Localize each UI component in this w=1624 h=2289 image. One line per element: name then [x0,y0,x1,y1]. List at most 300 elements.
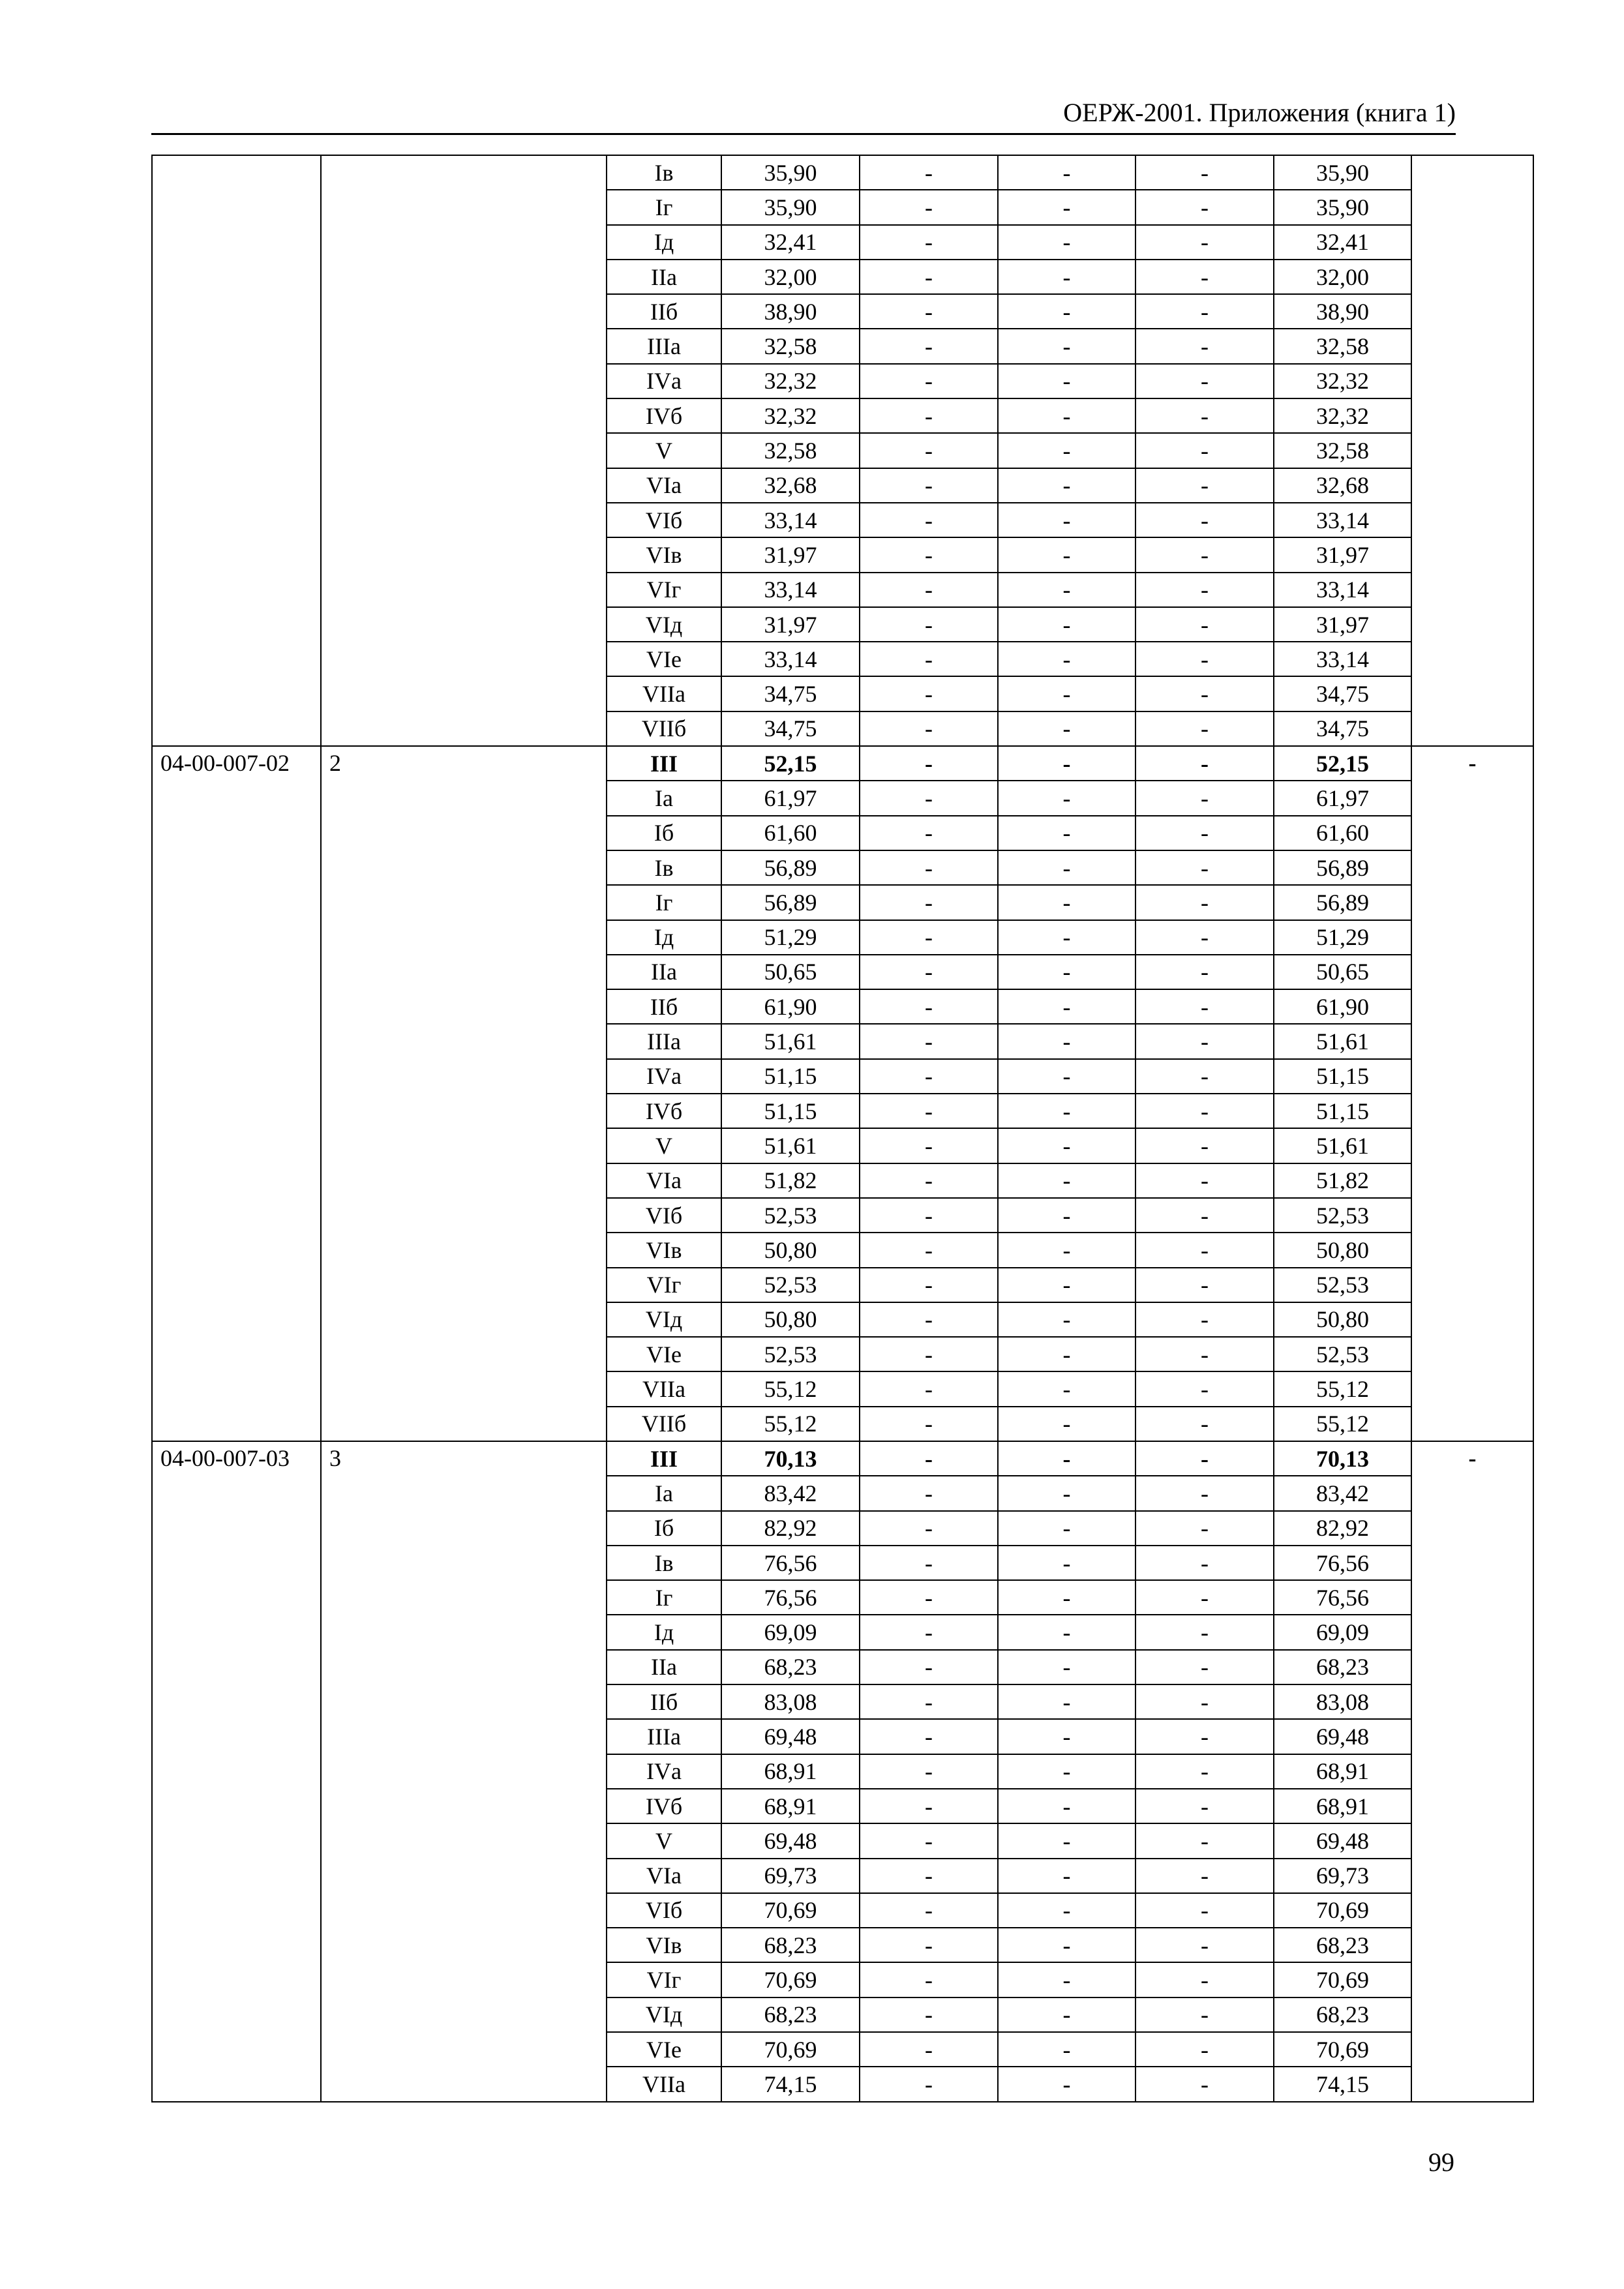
total-value-cell: 51,15 [1274,1094,1411,1128]
dash-cell: - [860,676,998,711]
dash-cell: - [1135,433,1274,468]
dash-cell: - [1135,1650,1274,1684]
dash-cell: - [1135,885,1274,920]
base-value-cell: 33,14 [721,573,860,607]
dash-cell: - [1135,1441,1274,1476]
zone-cell: IIб [607,294,721,329]
total-value-cell: 51,82 [1274,1163,1411,1198]
total-value-cell: 70,69 [1274,1962,1411,1997]
base-value-cell: 52,53 [721,1268,860,1302]
zone-cell: Iб [607,816,721,850]
zone-cell: VIIа [607,676,721,711]
dash-cell: - [860,260,998,294]
dash-cell: - [998,642,1135,676]
dash-cell: - [998,781,1135,815]
dash-cell: - [998,1754,1135,1789]
total-value-cell: 33,14 [1274,642,1411,676]
base-value-cell: 50,65 [721,955,860,989]
dash-cell: - [998,816,1135,850]
dash-cell: - [1135,1198,1274,1233]
dash-cell: - [860,1823,998,1858]
dash-cell: - [998,676,1135,711]
total-value-cell: 32,41 [1274,225,1411,260]
dash-cell: - [998,1511,1135,1546]
dash-cell: - [1135,781,1274,815]
base-value-cell: 70,69 [721,1962,860,1997]
dash-cell: - [860,537,998,572]
dash-cell: - [998,1997,1135,2032]
dash-cell: - [860,1789,998,1823]
zone-cell: VIд [607,1302,721,1337]
zone-cell: VIIб [607,1407,721,1441]
base-value-cell: 32,41 [721,225,860,260]
dash-cell: - [1135,364,1274,398]
base-value-cell: 32,58 [721,433,860,468]
zone-cell: IIб [607,989,721,1024]
note-cell [1411,155,1533,746]
dash-cell: - [1135,468,1274,503]
base-value-cell: 32,68 [721,468,860,503]
dash-cell: - [860,294,998,329]
dash-cell: - [860,885,998,920]
zone-cell: III [607,746,721,781]
zone-cell: V [607,1823,721,1858]
dash-cell: - [998,1650,1135,1684]
dash-cell: - [1135,1580,1274,1615]
dash-cell: - [1135,1789,1274,1823]
zone-cell: VIд [607,607,721,642]
total-value-cell: 52,53 [1274,1337,1411,1371]
dash-cell: - [860,920,998,955]
dash-cell: - [1135,1128,1274,1163]
zone-cell: VIа [607,468,721,503]
zone-cell: VIг [607,1268,721,1302]
total-value-cell: 33,14 [1274,503,1411,537]
total-value-cell: 83,42 [1274,1476,1411,1510]
dash-cell: - [860,1094,998,1128]
dash-cell: - [998,468,1135,503]
total-value-cell: 50,80 [1274,1302,1411,1337]
total-value-cell: 32,68 [1274,468,1411,503]
total-value-cell: 31,97 [1274,537,1411,572]
base-value-cell: 68,23 [721,1997,860,2032]
dash-cell: - [860,816,998,850]
dash-cell: - [998,225,1135,260]
zone-cell: Iв [607,850,721,885]
total-value-cell: 52,53 [1274,1268,1411,1302]
dash-cell: - [860,1163,998,1198]
base-value-cell: 52,15 [721,746,860,781]
dash-cell: - [860,1337,998,1371]
zone-cell: IIIа [607,1024,721,1058]
zone-cell: VIг [607,573,721,607]
total-value-cell: 52,53 [1274,1198,1411,1233]
dash-cell: - [998,1719,1135,1754]
total-value-cell: 32,00 [1274,260,1411,294]
total-value-cell: 76,56 [1274,1580,1411,1615]
zone-cell: Iд [607,920,721,955]
rates-table [151,155,1534,2102]
item-number: 3 [321,1441,607,2102]
total-value-cell: 61,90 [1274,989,1411,1024]
dash-cell: - [1135,711,1274,746]
zone-cell: Iб [607,1511,721,1546]
dash-cell: - [860,1893,998,1928]
dash-cell: - [860,1476,998,1510]
zone-cell: VIб [607,1893,721,1928]
total-value-cell: 70,69 [1274,2032,1411,2067]
zone-cell: Iг [607,885,721,920]
base-value-cell: 34,75 [721,711,860,746]
rate-code [152,155,321,746]
dash-cell: - [860,711,998,746]
base-value-cell: 51,61 [721,1024,860,1058]
dash-cell: - [1135,642,1274,676]
rate-code: 04-00-007-03 [152,1441,321,2102]
base-value-cell: 35,90 [721,155,860,190]
dash-cell: - [1135,1094,1274,1128]
base-value-cell: 69,48 [721,1719,860,1754]
dash-cell: - [1135,1268,1274,1302]
dash-cell: - [860,1059,998,1094]
total-value-cell: 51,15 [1274,1059,1411,1094]
dash-cell: - [860,850,998,885]
dash-cell: - [998,885,1135,920]
zone-cell: Iг [607,1580,721,1615]
dash-cell: - [1135,850,1274,885]
dash-cell: - [860,1684,998,1719]
zone-cell: IVб [607,1094,721,1128]
dash-cell: - [860,1546,998,1580]
dash-cell: - [998,1546,1135,1580]
total-value-cell: 51,61 [1274,1024,1411,1058]
dash-cell: - [860,989,998,1024]
base-value-cell: 69,09 [721,1615,860,1649]
dash-cell: - [860,1754,998,1789]
base-value-cell: 32,58 [721,329,860,363]
zone-cell: VIг [607,1962,721,1997]
note-cell: - [1411,1441,1533,2102]
total-value-cell: 38,90 [1274,294,1411,329]
item-number: 2 [321,746,607,1441]
dash-cell: - [860,1997,998,2032]
total-value-cell: 55,12 [1274,1371,1411,1406]
zone-cell: V [607,1128,721,1163]
dash-cell: - [998,1337,1135,1371]
dash-cell: - [860,2067,998,2101]
dash-cell: - [998,294,1135,329]
dash-cell: - [998,1163,1135,1198]
base-value-cell: 50,80 [721,1233,860,1267]
zone-cell: VIа [607,1163,721,1198]
dash-cell: - [1135,1859,1274,1893]
dash-cell: - [998,433,1135,468]
dash-cell: - [860,746,998,781]
total-value-cell: 82,92 [1274,1511,1411,1546]
dash-cell: - [998,503,1135,537]
base-value-cell: 83,42 [721,1476,860,1510]
total-value-cell: 33,14 [1274,573,1411,607]
dash-cell: - [998,1962,1135,1997]
zone-cell: Iв [607,155,721,190]
base-value-cell: 61,90 [721,989,860,1024]
base-value-cell: 70,13 [721,1441,860,1476]
dash-cell: - [998,1615,1135,1649]
dash-cell: - [998,1268,1135,1302]
dash-cell: - [1135,573,1274,607]
dash-cell: - [1135,1684,1274,1719]
dash-cell: - [860,1371,998,1406]
zone-cell: IVа [607,364,721,398]
total-value-cell: 68,23 [1274,1997,1411,2032]
dash-cell: - [1135,1337,1274,1371]
dash-cell: - [860,1302,998,1337]
base-value-cell: 32,32 [721,364,860,398]
base-value-cell: 74,15 [721,2067,860,2101]
base-value-cell: 31,97 [721,537,860,572]
dash-cell: - [860,573,998,607]
zone-cell: VIе [607,642,721,676]
dash-cell: - [1135,1615,1274,1649]
dash-cell: - [860,503,998,537]
dash-cell: - [860,1024,998,1058]
total-value-cell: 68,23 [1274,1928,1411,1962]
dash-cell: - [1135,1059,1274,1094]
dash-cell: - [860,1615,998,1649]
total-value-cell: 61,97 [1274,781,1411,815]
dash-cell: - [1135,329,1274,363]
dash-cell: - [1135,920,1274,955]
base-value-cell: 56,89 [721,885,860,920]
total-value-cell: 68,91 [1274,1789,1411,1823]
dash-cell: - [860,607,998,642]
zone-cell: III [607,1441,721,1476]
base-value-cell: 33,14 [721,503,860,537]
dash-cell: - [1135,260,1274,294]
total-value-cell: 50,80 [1274,1233,1411,1267]
base-value-cell: 51,82 [721,1163,860,1198]
dash-cell: - [860,364,998,398]
dash-cell: - [998,607,1135,642]
base-value-cell: 52,53 [721,1337,860,1371]
dash-cell: - [1135,1371,1274,1406]
base-value-cell: 33,14 [721,642,860,676]
base-value-cell: 34,75 [721,676,860,711]
total-value-cell: 51,61 [1274,1128,1411,1163]
total-value-cell: 70,13 [1274,1441,1411,1476]
dash-cell: - [998,989,1135,1024]
total-value-cell: 56,89 [1274,850,1411,885]
base-value-cell: 38,90 [721,294,860,329]
base-value-cell: 76,56 [721,1546,860,1580]
dash-cell: - [998,1128,1135,1163]
base-value-cell: 51,29 [721,920,860,955]
base-value-cell: 55,12 [721,1371,860,1406]
total-value-cell: 76,56 [1274,1546,1411,1580]
base-value-cell: 70,69 [721,1893,860,1928]
dash-cell: - [860,1650,998,1684]
base-value-cell: 35,90 [721,190,860,224]
dash-cell: - [1135,294,1274,329]
total-value-cell: 32,58 [1274,329,1411,363]
base-value-cell: 70,69 [721,2032,860,2067]
total-value-cell: 68,91 [1274,1754,1411,1789]
dash-cell: - [998,1371,1135,1406]
base-value-cell: 76,56 [721,1580,860,1615]
zone-cell: VIб [607,1198,721,1233]
base-value-cell: 68,23 [721,1928,860,1962]
base-value-cell: 69,73 [721,1859,860,1893]
dash-cell: - [860,1928,998,1962]
dash-cell: - [998,1684,1135,1719]
dash-cell: - [860,1407,998,1441]
dash-cell: - [1135,1163,1274,1198]
dash-cell: - [1135,1511,1274,1546]
total-value-cell: 69,09 [1274,1615,1411,1649]
zone-cell: Iд [607,1615,721,1649]
dash-cell: - [998,711,1135,746]
dash-cell: - [860,1962,998,1997]
dash-cell: - [1135,816,1274,850]
base-value-cell: 68,23 [721,1650,860,1684]
dash-cell: - [998,1859,1135,1893]
dash-cell: - [998,2067,1135,2101]
dash-cell: - [998,537,1135,572]
total-value-cell: 83,08 [1274,1684,1411,1719]
dash-cell: - [998,2032,1135,2067]
base-value-cell: 61,97 [721,781,860,815]
base-value-cell: 68,91 [721,1789,860,1823]
zone-cell: VIв [607,1233,721,1267]
dash-cell: - [998,955,1135,989]
total-value-cell: 35,90 [1274,190,1411,224]
dash-cell: - [1135,1476,1274,1510]
base-value-cell: 50,80 [721,1302,860,1337]
zone-cell: IIа [607,1650,721,1684]
dash-cell: - [860,468,998,503]
dash-cell: - [998,364,1135,398]
zone-cell: VIIа [607,2067,721,2101]
dash-cell: - [1135,2032,1274,2067]
base-value-cell: 32,00 [721,260,860,294]
dash-cell: - [1135,1407,1274,1441]
total-value-cell: 32,58 [1274,433,1411,468]
zone-cell: VIа [607,1859,721,1893]
base-value-cell: 61,60 [721,816,860,850]
dash-cell: - [1135,398,1274,433]
dash-cell: - [860,1128,998,1163]
rate-code: 04-00-007-02 [152,746,321,1441]
base-value-cell: 82,92 [721,1511,860,1546]
dash-cell: - [998,1302,1135,1337]
zone-cell: IVб [607,398,721,433]
base-value-cell: 51,61 [721,1128,860,1163]
dash-cell: - [1135,676,1274,711]
total-value-cell: 50,65 [1274,955,1411,989]
total-value-cell: 70,69 [1274,1893,1411,1928]
total-value-cell: 32,32 [1274,398,1411,433]
dash-cell: - [998,155,1135,190]
dash-cell: - [1135,155,1274,190]
dash-cell: - [860,1268,998,1302]
dash-cell: - [998,329,1135,363]
dash-cell: - [998,190,1135,224]
zone-cell: Iа [607,1476,721,1510]
base-value-cell: 52,53 [721,1198,860,1233]
dash-cell: - [860,1511,998,1546]
zone-cell: IIа [607,955,721,989]
dash-cell: - [860,1198,998,1233]
dash-cell: - [860,1441,998,1476]
zone-cell: IVа [607,1059,721,1094]
dash-cell: - [860,155,998,190]
dash-cell: - [1135,1719,1274,1754]
zone-cell: IIIа [607,329,721,363]
dash-cell: - [860,642,998,676]
table-body [152,155,1533,2102]
dash-cell: - [1135,1024,1274,1058]
zone-cell: VIд [607,1997,721,2032]
zone-cell: V [607,433,721,468]
total-value-cell: 52,15 [1274,746,1411,781]
base-value-cell: 31,97 [721,607,860,642]
dash-cell: - [860,1580,998,1615]
dash-cell: - [998,573,1135,607]
dash-cell: - [1135,746,1274,781]
dash-cell: - [998,260,1135,294]
total-value-cell: 56,89 [1274,885,1411,920]
document-title: ОЕРЖ-2001. Приложения (книга 1) [1063,98,1456,127]
dash-cell: - [1135,225,1274,260]
dash-cell: - [998,1823,1135,1858]
dash-cell: - [1135,989,1274,1024]
zone-cell: IIIа [607,1719,721,1754]
dash-cell: - [998,1024,1135,1058]
dash-cell: - [860,955,998,989]
dash-cell: - [860,329,998,363]
zone-cell: VIIа [607,1371,721,1406]
dash-cell: - [860,1859,998,1893]
dash-cell: - [1135,1754,1274,1789]
total-value-cell: 34,75 [1274,676,1411,711]
base-value-cell: 51,15 [721,1094,860,1128]
base-value-cell: 68,91 [721,1754,860,1789]
total-value-cell: 34,75 [1274,711,1411,746]
base-value-cell: 51,15 [721,1059,860,1094]
total-value-cell: 31,97 [1274,607,1411,642]
dash-cell: - [998,1094,1135,1128]
zone-cell: VIв [607,537,721,572]
dash-cell: - [860,1233,998,1267]
zone-cell: Iв [607,1546,721,1580]
zone-cell: VIе [607,2032,721,2067]
zone-cell: VIв [607,1928,721,1962]
base-value-cell: 83,08 [721,1684,860,1719]
dash-cell: - [1135,503,1274,537]
zone-cell: Iг [607,190,721,224]
zone-cell: Iа [607,781,721,815]
table-row [152,746,1533,781]
dash-cell: - [998,1580,1135,1615]
zone-cell: Iд [607,225,721,260]
total-value-cell: 69,48 [1274,1719,1411,1754]
dash-cell: - [998,746,1135,781]
dash-cell: - [1135,1928,1274,1962]
total-value-cell: 68,23 [1274,1650,1411,1684]
item-number [321,155,607,746]
dash-cell: - [998,398,1135,433]
base-value-cell: 55,12 [721,1407,860,1441]
